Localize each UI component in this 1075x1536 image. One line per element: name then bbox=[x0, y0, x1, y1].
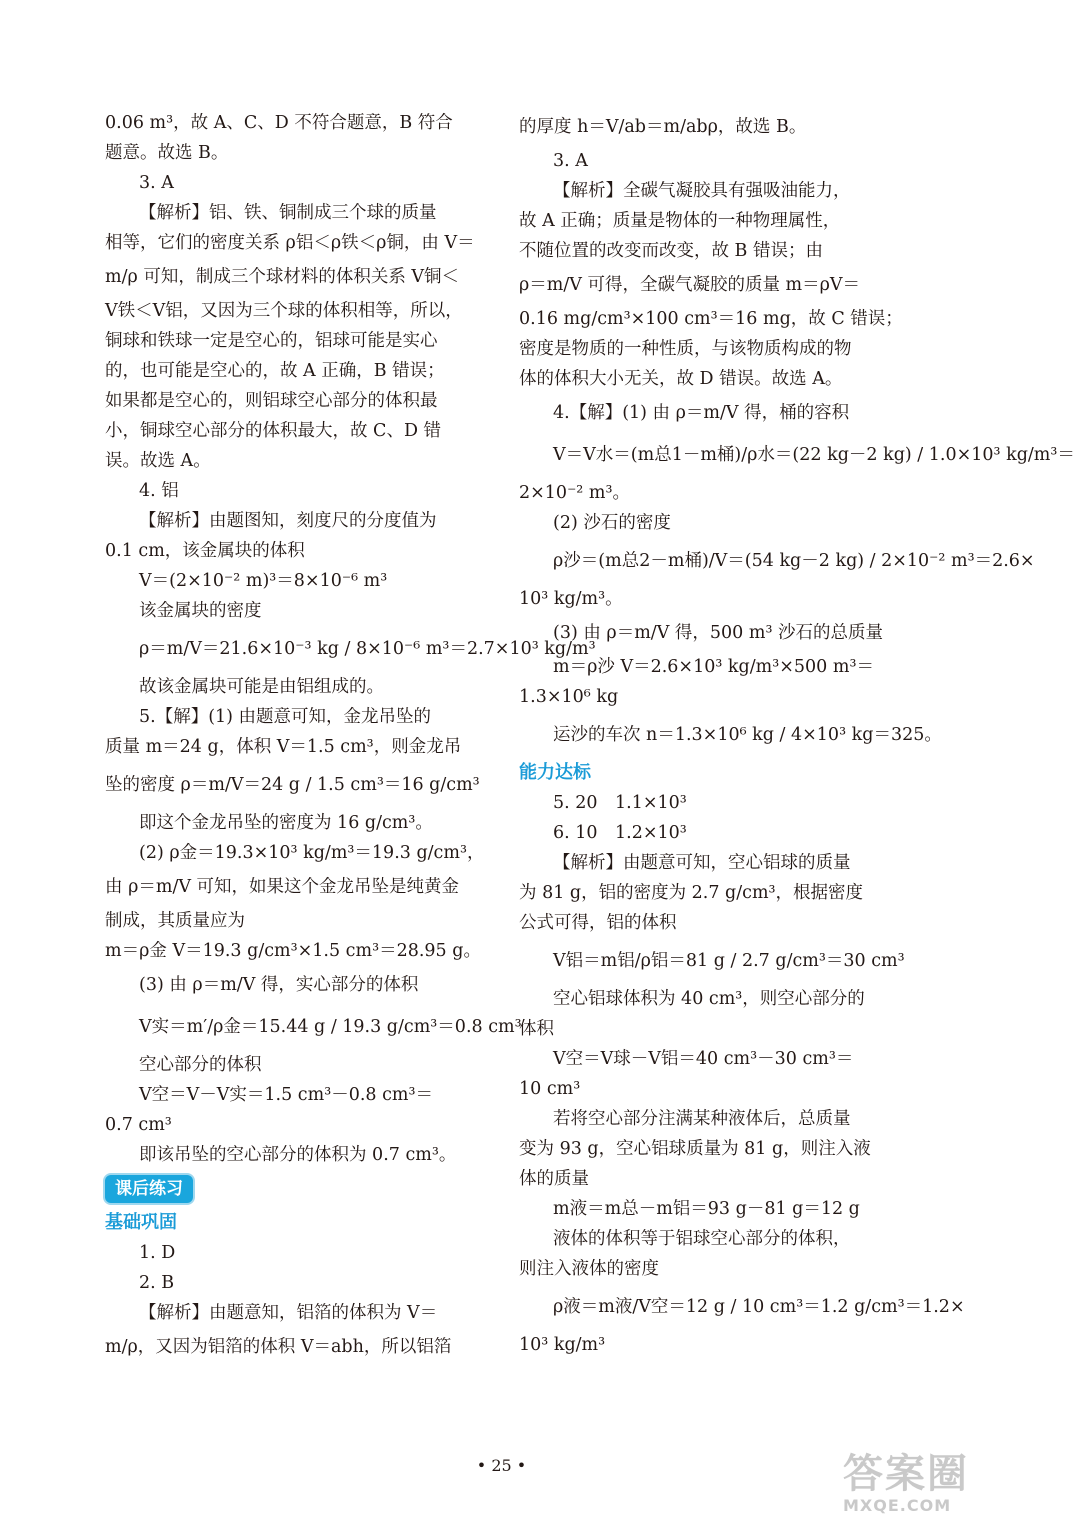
text-line: 由 ρ＝m/V 可知，如果这个金龙吊坠是纯黄金 bbox=[105, 877, 460, 897]
text-line: 体的质量 bbox=[519, 1169, 589, 1189]
section-heading: 基础巩固 bbox=[105, 1212, 177, 1233]
text-line: 即该吊坠的空心部分的体积为 0.7 cm³。 bbox=[139, 1145, 457, 1165]
text-line: (2) 沙石的密度 bbox=[553, 513, 671, 533]
text-line: 公式可得，铝的体积 bbox=[519, 913, 677, 933]
text-line: 体的体积大小无关，故 D 错误。故选 A。 bbox=[519, 369, 843, 389]
answer-line: 5. 20 1.1×10³ bbox=[553, 793, 687, 813]
text-line: 变为 93 g，空心铝球质量为 81 g，则注入液 bbox=[519, 1139, 871, 1159]
formula-line: V实＝m′/ρ金＝15.44 g / 19.3 g/cm³＝0.8 cm³ bbox=[139, 1017, 522, 1037]
text-line: 密度是物质的一种性质，与该物质构成的物 bbox=[519, 339, 852, 359]
formula-line: ρ沙＝(m总2－m桶)/V＝(54 kg－2 kg) / 2×10⁻² m³＝2.6× bbox=[553, 551, 1035, 571]
formula-line: m＝ρ沙 V＝2.6×10³ kg/m³×500 m³＝ bbox=[553, 657, 874, 677]
solution-line: 4.【解】(1) 由 ρ＝m/V 得，桶的容积 bbox=[553, 403, 850, 423]
text-line: 0.7 cm³ bbox=[105, 1115, 172, 1135]
answer-line: 2. B bbox=[139, 1273, 175, 1293]
text-line: 0.06 m³，故 A、C、D 不符合题意，B 符合 bbox=[105, 113, 453, 133]
right-column bbox=[519, 108, 1075, 1360]
text-line: 空心铝球体积为 40 cm³，则空心部分的 bbox=[553, 989, 865, 1009]
text-line: 故 A 正确；质量是物体的一种物理属性， bbox=[519, 211, 841, 231]
text-line: 10³ kg/m³ bbox=[519, 1335, 606, 1355]
answer-line: 1. D bbox=[139, 1243, 176, 1263]
analysis-line: 【解析】全碳气凝胶具有强吸油能力， bbox=[553, 181, 851, 201]
section-pill: 课后练习 bbox=[105, 1175, 193, 1203]
text-line: ρ＝m/V 可得，全碳气凝胶的质量 m＝ρV＝ bbox=[519, 275, 861, 295]
formula-line: m液＝m总－m铝＝93 g－81 g＝12 g bbox=[553, 1199, 860, 1219]
watermark-logo bbox=[843, 1452, 983, 1522]
analysis-line: 【解析】由题意知，铝箔的体积为 V＝ bbox=[139, 1303, 438, 1323]
formula-line: 坠的密度 ρ＝m/V＝24 g / 1.5 cm³＝16 g/cm³ bbox=[105, 775, 480, 795]
text-line: 体积 bbox=[519, 1019, 554, 1039]
text-line: m/ρ 可知，制成三个球材料的体积关系 V铜＜ bbox=[105, 267, 460, 287]
text-line: 故该金属块可能是由铝组成的。 bbox=[139, 677, 384, 697]
text-line: 0.16 mg/cm³×100 cm³＝16 mg，故 C 错误； bbox=[519, 309, 903, 329]
text-line: m/ρ，又因为铝箔的体积 V＝abh，所以铝箔 bbox=[105, 1337, 452, 1357]
analysis-line: 【解析】铝、铁、铜制成三个球的质量 bbox=[139, 203, 437, 223]
text-line: 0.1 cm，该金属块的体积 bbox=[105, 541, 305, 561]
section-heading: 能力达标 bbox=[519, 762, 591, 783]
text-line: 质量 m＝24 g，体积 V＝1.5 cm³，则金龙吊 bbox=[105, 737, 462, 757]
formula-line: V空＝V－V实＝1.5 cm³－0.8 cm³＝ bbox=[139, 1085, 434, 1105]
text-line: 相等，它们的密度关系 ρ铝＜ρ铁＜ρ铜，由 V＝ bbox=[105, 233, 475, 253]
text-line: 1.3×10⁶ kg bbox=[519, 687, 619, 707]
text-line: 如果都是空心的，则铝球空心部分的体积最 bbox=[105, 391, 438, 411]
formula-line: ρ＝m/V＝21.6×10⁻³ kg / 8×10⁻⁶ m³＝2.7×10³ kg/m³ bbox=[139, 639, 596, 659]
text-line: V铁＜V铝，又因为三个球的体积相等，所以， bbox=[105, 301, 463, 321]
text-line: (3) 由 ρ＝m/V 得，500 m³ 沙石的总质量 bbox=[553, 623, 884, 643]
text-line: 2×10⁻² m³。 bbox=[519, 483, 630, 503]
watermark-url: MXQE.COM bbox=[843, 1496, 952, 1515]
text-line: 铜球和铁球一定是空心的，铝球可能是实心 bbox=[105, 331, 438, 351]
text-line: 为 81 g，铝的密度为 2.7 g/cm³，根据密度 bbox=[519, 883, 864, 903]
text-line: 题意。故选 B。 bbox=[105, 143, 229, 163]
formula-line: V＝V水＝(m总1－m桶)/ρ水＝(22 kg－2 kg) / 1.0×10³ kg/m³＝ bbox=[553, 445, 1075, 465]
answer-line: 6. 10 1.2×10³ bbox=[553, 823, 687, 843]
text-line: 小，铜球空心部分的体积最大，故 C、D 错 bbox=[105, 421, 442, 441]
solution-line: 5.【解】(1) 由题意可知，金龙吊坠的 bbox=[139, 707, 432, 727]
watermark-text: 答案圈 bbox=[843, 1451, 969, 1497]
text-line: 即这个金龙吊坠的密度为 16 g/cm³。 bbox=[139, 813, 433, 833]
text-line: 空心部分的体积 bbox=[139, 1055, 262, 1075]
text-line: 10³ kg/m³。 bbox=[519, 589, 623, 609]
text-line: 液体的体积等于铝球空心部分的体积， bbox=[553, 1229, 851, 1249]
text-line: 的，也可能是空心的，故 A 正确，B 错误； bbox=[105, 361, 445, 381]
analysis-line: 【解析】由题意可知，空心铝球的质量 bbox=[553, 853, 851, 873]
text-line: 该金属块的密度 bbox=[139, 601, 262, 621]
formula-line: V＝(2×10⁻² m)³＝8×10⁻⁶ m³ bbox=[139, 571, 388, 591]
formula-line: V空＝V球－V铝＝40 cm³－30 cm³＝ bbox=[553, 1049, 854, 1069]
formula-line: 运沙的车次 n＝1.3×10⁶ kg / 4×10³ kg＝325。 bbox=[553, 725, 942, 745]
analysis-line: 【解析】由题图知，刻度尺的分度值为 bbox=[139, 511, 437, 531]
answer-line: 4. 铝 bbox=[139, 481, 179, 501]
text-line: 则注入液体的密度 bbox=[519, 1259, 659, 1279]
text-line: 10 cm³ bbox=[519, 1079, 581, 1099]
after-class-header bbox=[105, 1170, 477, 1208]
text-line: (3) 由 ρ＝m/V 得，实心部分的体积 bbox=[139, 975, 419, 995]
answer-line: 3. A bbox=[553, 151, 588, 171]
text-line: 制成，其质量应为 bbox=[105, 911, 245, 931]
text-line: (2) ρ金＝19.3×10³ kg/m³＝19.3 g/cm³， bbox=[139, 843, 485, 863]
formula-line: 的厚度 h＝V/ab＝m/abρ，故选 B。 bbox=[519, 117, 807, 137]
text-line: 误。故选 A。 bbox=[105, 451, 211, 471]
formula-line: V铝＝m铝/ρ铝＝81 g / 2.7 g/cm³＝30 cm³ bbox=[553, 951, 905, 971]
answer-line: 3. A bbox=[139, 173, 174, 193]
text-line: 若将空心部分注满某种液体后，总质量 bbox=[553, 1109, 851, 1129]
text-line: 不随位置的改变而改变，故 B 错误；由 bbox=[519, 241, 823, 261]
formula-line: ρ液＝m液/V空＝12 g / 10 cm³＝1.2 g/cm³＝1.2× bbox=[553, 1297, 965, 1317]
formula-line: m＝ρ金 V＝19.3 g/cm³×1.5 cm³＝28.95 g。 bbox=[105, 941, 481, 961]
page-number: • 25 • bbox=[476, 1456, 527, 1475]
